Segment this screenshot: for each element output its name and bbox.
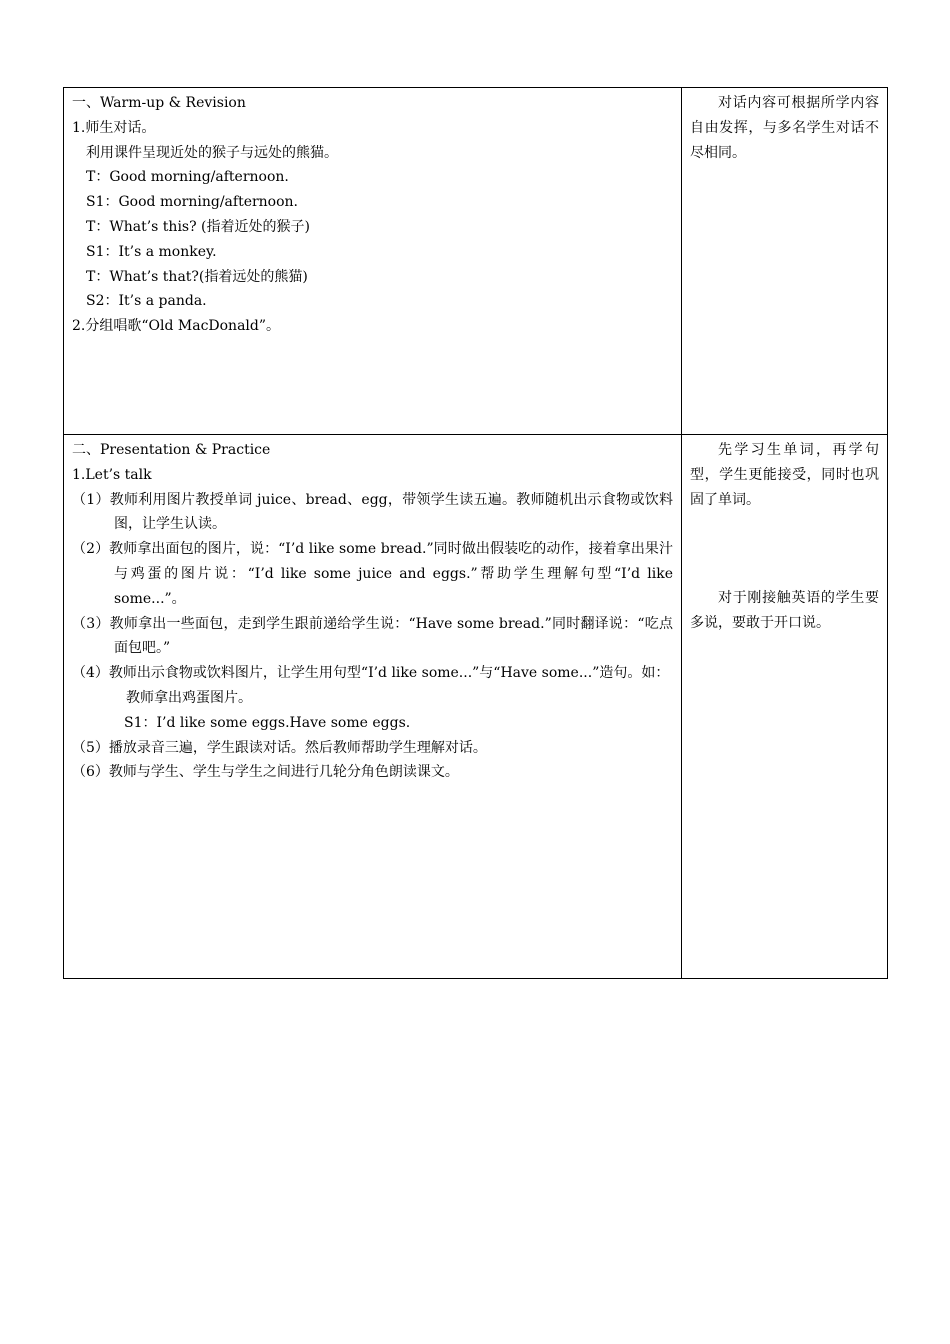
warmup-step-1-desc: 利用课件呈现近处的猴子与远处的熊猫。 bbox=[86, 144, 338, 161]
presentation-content-cell bbox=[64, 435, 682, 979]
warmup-step-1: 1.师生对话。 bbox=[72, 119, 156, 136]
presentation-step: （5）播放录音三遍，学生跟读对话。然后教师帮助学生理解对话。 bbox=[72, 739, 487, 756]
section-title-warmup: 一、Warm-up & Revision bbox=[72, 95, 246, 111]
lesson-plan-table bbox=[63, 87, 888, 979]
presentation-note-cell bbox=[682, 435, 888, 979]
warmup-content-cell bbox=[64, 88, 682, 435]
presentation-step: （4）教师出示食物或饮料图片，让学生用句型“I’d like some...”与“Have some...”造句。如： bbox=[72, 665, 670, 682]
warmup-note-cell bbox=[682, 88, 888, 435]
table-row-warmup bbox=[64, 88, 888, 435]
warmup-step-2: 2.分组唱歌“Old MacDonald”。 bbox=[72, 318, 281, 335]
section-title-presentation: 二、Presentation & Practice bbox=[72, 442, 271, 458]
dialogue-line: S1：Good morning/afternoon. bbox=[86, 194, 299, 211]
dialogue-line: T：Good morning/afternoon. bbox=[86, 169, 289, 186]
presentation-step: （2）教师拿出面包的图片，说：“I’d like some bread.”同时做出假装吃的动作，接着拿出果汁与鸡蛋的图片说：“I’d like some juice and eggs.”帮助学生理解句型“I’d like some...”。 bbox=[72, 541, 673, 607]
presentation-step: （6）教师与学生、学生与学生之间进行几轮分角色朗读课文。 bbox=[72, 764, 459, 781]
teaching-note: 对于刚接触英语的学生要多说，要敢于开口说。 bbox=[690, 590, 879, 632]
teaching-note: 对话内容可根据所学内容自由发挥，与多名学生对话不尽相同。 bbox=[690, 95, 879, 161]
note-spacer bbox=[690, 512, 879, 586]
teaching-note: 先学习生单词，再学句型，学生更能接受，同时也巩固了单词。 bbox=[690, 442, 879, 508]
dialogue-line: S1：It’s a monkey. bbox=[86, 243, 217, 260]
presentation-subtitle: 1.Let’s talk bbox=[72, 466, 152, 483]
dialogue-line: S2：It’s a panda. bbox=[86, 293, 207, 310]
presentation-step: （3）教师拿出一些面包，走到学生跟前递给学生说：“Have some bread.”同时翻译说：“吃点面包吧。” bbox=[72, 615, 673, 657]
dialogue-line: T：What’s that?(指着远处的熊猫) bbox=[86, 268, 308, 285]
example-line: 教师拿出鸡蛋图片。 bbox=[126, 689, 252, 706]
dialogue-line: T：What’s this? (指着近处的猴子) bbox=[86, 218, 310, 235]
example-line: S1：I’d like some eggs.Have some eggs. bbox=[124, 714, 411, 731]
table-row-presentation bbox=[64, 435, 888, 979]
presentation-step: （1）教师利用图片教授单词 juice、bread、egg，带领学生读五遍。教师随机出示食物或饮料图，让学生认读。 bbox=[72, 491, 673, 533]
